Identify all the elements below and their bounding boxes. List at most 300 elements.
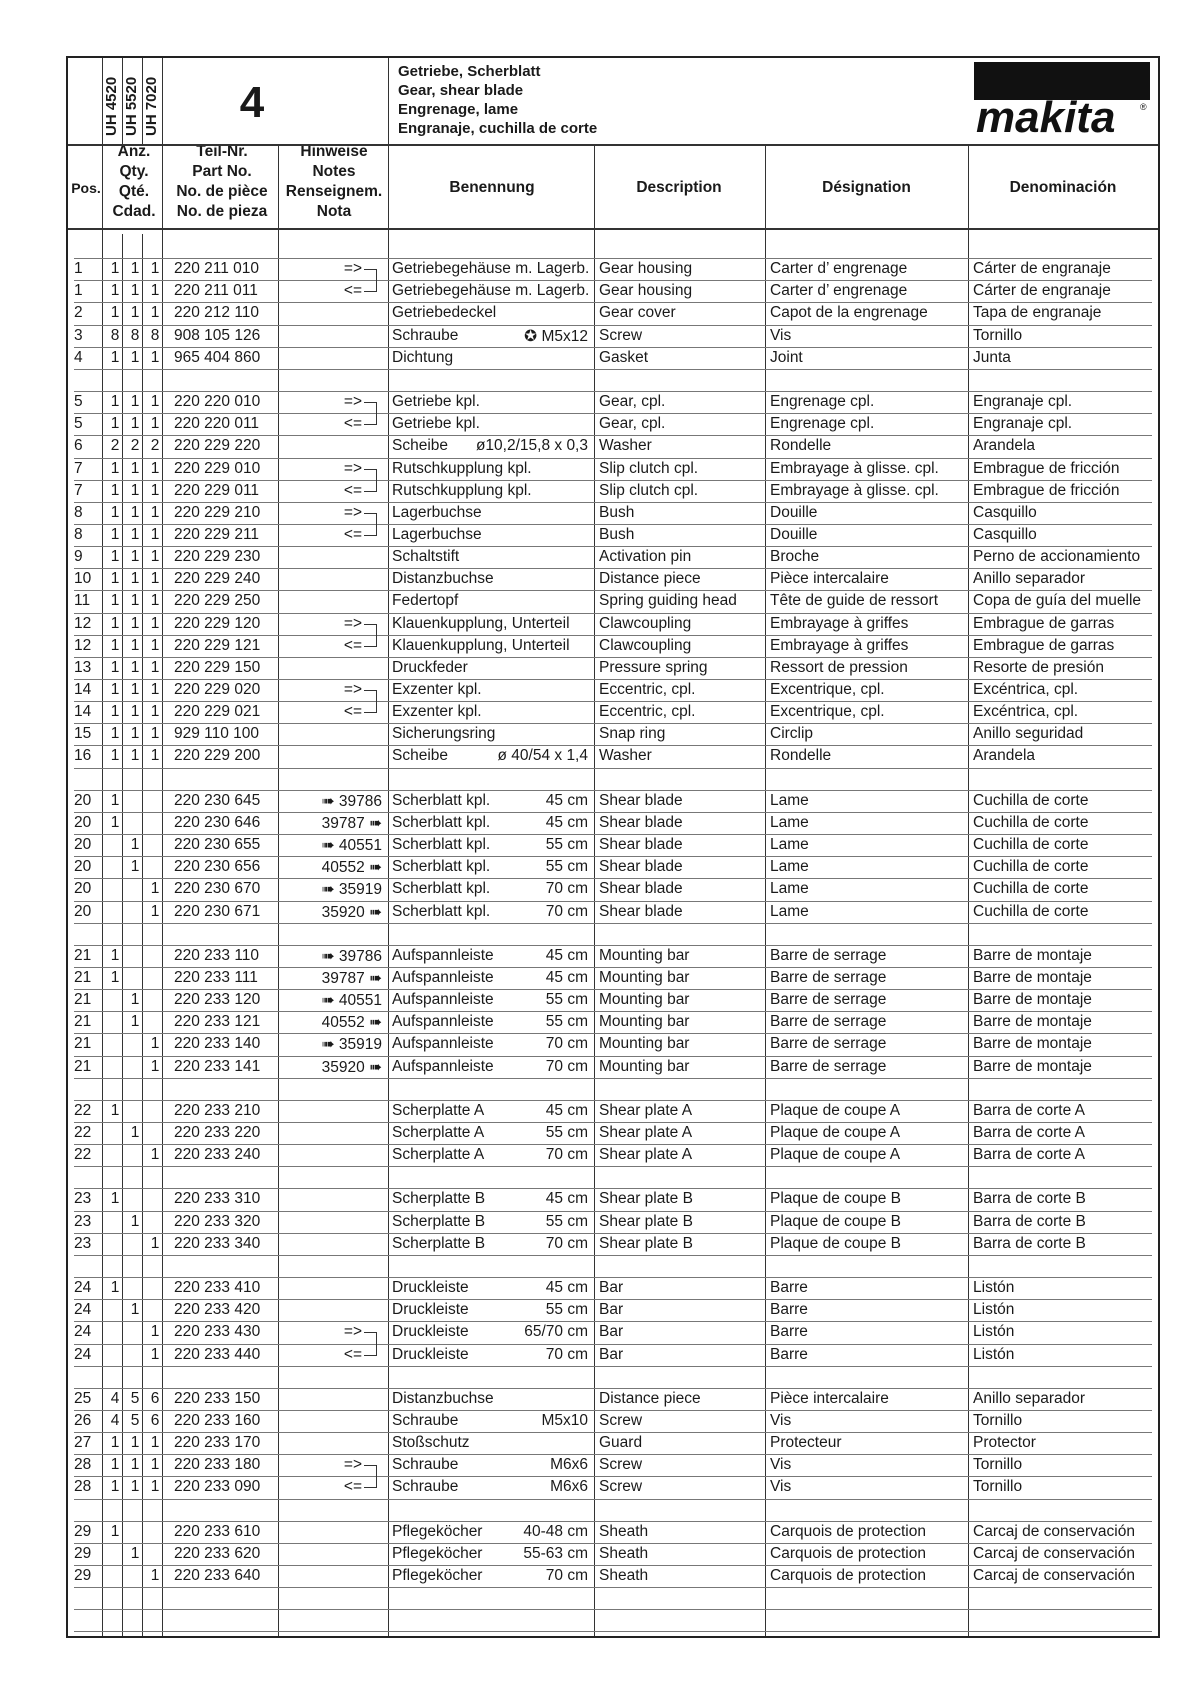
benennung-cell: Pflegeköcher: [392, 1567, 483, 1584]
benennung-cell: Rutschkupplung kpl.: [392, 481, 532, 499]
benennung-cell: Scherplatte A: [392, 1124, 485, 1141]
benennung-cell: Druckleiste: [392, 1345, 469, 1363]
spec-cell: ✪ M5x12: [524, 327, 588, 345]
table-row: [68, 745, 1158, 767]
pos-cell: 29: [74, 1544, 92, 1562]
section-number: 4: [239, 78, 265, 127]
pos-cell: 24: [74, 1345, 92, 1363]
qty-uh5520-cell: 1: [130, 1013, 140, 1031]
spec-cell: 55 cm: [545, 836, 588, 854]
interchange-bracket-end: [364, 701, 377, 713]
qty-uh4520-cell: 1: [110, 348, 120, 366]
part-number-cell: 220 220 011: [174, 415, 260, 433]
part-number-cell: 220 233 320: [174, 1212, 261, 1230]
pos-cell: 12: [74, 636, 92, 654]
benennung-cell: Druckleiste: [392, 1301, 469, 1319]
designation-cell: Rondelle: [770, 747, 832, 765]
qty-uh5520-cell: 1: [130, 393, 140, 411]
makita-logo: [974, 62, 1150, 136]
qty-uh4520-cell: 1: [110, 614, 120, 632]
description-cell: Shear plate A: [599, 1146, 693, 1164]
table-row: [68, 657, 1158, 679]
qty-uh7020-cell: 1: [150, 548, 160, 566]
part-number-cell: 220 229 150: [174, 658, 261, 676]
designation-cell: Plaque de coupe B: [770, 1234, 901, 1252]
interchange-bracket-end: [364, 1344, 377, 1356]
notes-cell: =>: [343, 393, 362, 411]
pos-cell: 22: [74, 1101, 92, 1119]
benennung-cell: Schraube: [392, 1411, 459, 1429]
qty-uh4520-cell: 1: [110, 1456, 120, 1474]
table-row: [68, 701, 1158, 723]
qty-uh5520-cell: 1: [130, 703, 140, 721]
notes-cell: <=: [343, 703, 362, 721]
registered-mark: ®: [1140, 102, 1147, 112]
part-number-cell: 220 230 655: [174, 836, 261, 854]
spec-cell: 55-63 cm: [523, 1544, 588, 1562]
denominacion-cell: Excéntrica, cpl.: [973, 703, 1079, 721]
benennung-cell: Dichtung: [392, 348, 454, 366]
denominacion-cell: Barre de montaje: [973, 1035, 1092, 1053]
benennung-cell: Scherblatt kpl.: [392, 813, 491, 831]
notes-cell: 40552 ➠: [321, 859, 382, 877]
designation-cell: Engrenage cpl.: [770, 415, 875, 433]
pos-cell: 9: [74, 548, 83, 566]
description-cell: Mounting bar: [599, 991, 690, 1009]
pos-cell: 20: [74, 813, 92, 831]
denominacion-cell: Barra de corte B: [973, 1234, 1086, 1252]
designation-cell: Embrayage à griffes: [770, 636, 909, 654]
col-part-header: Teil-Nr. Part No. No. de pièce No. de pieza: [176, 143, 268, 220]
qty-uh7020-cell: 1: [150, 304, 160, 322]
description-cell: Eccentric, cpl.: [599, 681, 696, 698]
interchange-bracket-end: [364, 1476, 377, 1488]
part-number-cell: 220 233 440: [174, 1345, 261, 1363]
part-number-cell: 220 233 430: [174, 1323, 261, 1341]
notes-cell: <=: [343, 525, 362, 543]
designation-cell: Lame: [770, 813, 809, 831]
benennung-cell: Getriebegehäuse m. Lagerb.: [392, 260, 590, 278]
designation-cell: Engrenage cpl.: [770, 393, 875, 411]
qty-uh4520-cell: 1: [110, 304, 120, 322]
benennung-cell: Distanzbuchse: [392, 570, 494, 588]
pos-cell: 15: [74, 725, 92, 743]
qty-uh5520-cell: 1: [130, 459, 140, 477]
header-divider: [68, 144, 1158, 146]
denominacion-cell: Arandela: [973, 747, 1036, 765]
designation-cell: Barre: [770, 1301, 808, 1319]
qty-uh4520-cell: 1: [110, 681, 120, 698]
description-cell: Gasket: [599, 348, 649, 366]
designation-cell: Broche: [770, 548, 820, 566]
model-label-1: UH 4520: [103, 76, 120, 136]
description-cell: Bar: [599, 1345, 624, 1363]
description-cell: Mounting bar: [599, 1035, 690, 1053]
denominacion-cell: Listón: [973, 1323, 1015, 1341]
description-cell: Sheath: [599, 1544, 649, 1562]
part-number-cell: 220 233 420: [174, 1301, 261, 1319]
qty-uh7020-cell: 1: [150, 902, 160, 920]
designation-cell: Protecteur: [770, 1434, 842, 1452]
table-row: [68, 1344, 1158, 1366]
spec-cell: 55 cm: [545, 1301, 588, 1319]
spec-cell: ø10,2/15,8 x 0,3: [475, 437, 588, 455]
notes-cell: ➠ 35919: [321, 881, 382, 899]
qty-uh5520-cell: 1: [130, 991, 140, 1009]
qty-uh5520-cell: 1: [130, 503, 140, 521]
pos-cell: 20: [74, 880, 92, 898]
part-number-cell: 220 233 180: [174, 1456, 261, 1474]
qty-uh7020-cell: 1: [150, 570, 160, 588]
description-cell: Distance piece: [599, 1389, 701, 1407]
designation-cell: Embrayage à griffes: [770, 614, 909, 632]
qty-uh4520-cell: 1: [110, 1190, 120, 1208]
pos-cell: 14: [74, 703, 92, 721]
table-row: [68, 679, 1158, 701]
benennung-cell: Distanzbuchse: [392, 1389, 494, 1407]
designation-cell: Embrayage à glisse. cpl.: [770, 459, 939, 477]
denominacion-cell: Barra de corte B: [973, 1190, 1086, 1208]
row-rule: [74, 1166, 1152, 1167]
description-cell: Shear plate A: [599, 1101, 693, 1119]
designation-cell: Plaque de coupe B: [770, 1190, 901, 1208]
qty-uh4520-cell: 1: [110, 393, 120, 411]
table-row: [68, 790, 1158, 812]
notes-cell: <=: [343, 636, 362, 654]
qty-uh4520-cell: 1: [110, 946, 120, 964]
qty-uh5520-cell: 1: [130, 1544, 140, 1562]
qty-uh7020-cell: 1: [150, 681, 160, 698]
designation-cell: Lame: [770, 858, 809, 876]
row-rule: [74, 923, 1152, 924]
table-row: [68, 590, 1158, 612]
table-row: [68, 856, 1158, 878]
pos-cell: 10: [74, 570, 92, 588]
designation-cell: Carter d’ engrenage: [770, 282, 908, 300]
designation-cell: Plaque de coupe A: [770, 1124, 901, 1141]
benennung-cell: Schraube: [392, 326, 459, 344]
pos-cell: 22: [74, 1124, 92, 1141]
qty-uh7020-cell: 1: [150, 459, 160, 477]
designation-cell: Lame: [770, 902, 809, 920]
benennung-cell: Scherplatte A: [392, 1146, 485, 1164]
part-number-cell: 965 404 860: [174, 348, 261, 366]
table-row: [68, 1543, 1158, 1565]
designation-cell: Vis: [770, 1456, 792, 1474]
grid-line: [122, 58, 123, 144]
spec-cell: 70 cm: [545, 1057, 588, 1075]
designation-cell: Excentrique, cpl.: [770, 703, 885, 721]
table-row: [68, 1122, 1158, 1144]
benennung-cell: Scherblatt kpl.: [392, 858, 491, 876]
pos-cell: 22: [74, 1146, 92, 1164]
qty-uh7020-cell: 1: [150, 725, 160, 743]
pos-cell: 2: [74, 304, 83, 322]
part-number-cell: 220 230 645: [174, 791, 261, 809]
qty-uh7020-cell: 1: [150, 348, 160, 366]
pos-cell: 7: [74, 459, 83, 477]
part-number-cell: 220 233 310: [174, 1190, 261, 1208]
pos-cell: 28: [74, 1456, 92, 1474]
table-row: [68, 568, 1158, 590]
denominacion-cell: Carcaj de conservación: [973, 1522, 1135, 1540]
qty-uh4520-cell: 1: [110, 747, 120, 765]
row-rule: [74, 1255, 1152, 1256]
part-number-cell: 220 229 200: [174, 747, 261, 765]
benennung-cell: Aufspannleiste: [392, 1057, 494, 1075]
notes-cell: ➠ 39786: [321, 792, 382, 810]
qty-uh7020-cell: 1: [150, 282, 160, 300]
description-cell: Shear plate B: [599, 1212, 693, 1230]
benennung-cell: Rutschkupplung kpl.: [392, 459, 532, 477]
title-fr: Engrenage, lame: [398, 101, 519, 118]
pos-cell: 1: [74, 260, 83, 278]
description-cell: Eccentric, cpl.: [599, 703, 696, 721]
benennung-cell: Aufspannleiste: [392, 968, 494, 986]
benennung-cell: Pflegeköcher: [392, 1544, 483, 1562]
qty-uh4520-cell: 1: [110, 1434, 120, 1452]
part-number-cell: 220 229 120: [174, 614, 261, 632]
table-row: [68, 325, 1158, 347]
pos-cell: 3: [74, 326, 83, 344]
part-number-cell: 220 233 220: [174, 1124, 261, 1141]
table-row: [68, 1100, 1158, 1122]
pos-cell: 29: [74, 1522, 92, 1540]
pos-cell: 5: [74, 393, 83, 411]
qty-uh7020-cell: 1: [150, 415, 160, 433]
model-label-3: UH 7020: [143, 76, 160, 136]
benennung-cell: Schaltstift: [392, 548, 460, 566]
description-cell: Bar: [599, 1323, 624, 1341]
designation-cell: Pièce intercalaire: [770, 1389, 889, 1407]
qty-uh5520-cell: 1: [130, 858, 140, 876]
denominacion-cell: Tornillo: [973, 1411, 1023, 1429]
description-cell: Shear blade: [599, 880, 683, 898]
benennung-cell: Scherblatt kpl.: [392, 836, 491, 854]
notes-cell: 39787 ➠: [321, 969, 382, 987]
spec-cell: M5x10: [541, 1411, 588, 1429]
spec-cell: 70 cm: [545, 1345, 588, 1363]
table-row: [68, 945, 1158, 967]
qty-uh4520-cell: 8: [110, 326, 120, 344]
benennung-cell: Sicherungsring: [392, 725, 496, 743]
designation-cell: Circlip: [770, 725, 814, 743]
notes-cell: 39787 ➠: [321, 814, 382, 832]
spec-cell: 70 cm: [545, 1234, 588, 1252]
benennung-cell: Stoßschutz: [392, 1434, 470, 1452]
qty-uh4520-cell: 1: [110, 791, 120, 809]
qty-uh4520-cell: 1: [110, 725, 120, 743]
denominacion-cell: Barra de corte B: [973, 1212, 1086, 1230]
qty-uh4520-cell: 1: [110, 503, 120, 521]
notes-cell: <=: [343, 1478, 362, 1496]
denominacion-cell: Casquillo: [973, 503, 1037, 521]
denominacion-cell: Barra de corte A: [973, 1101, 1086, 1119]
designation-cell: Plaque de coupe A: [770, 1146, 901, 1164]
qty-uh5520-cell: 1: [130, 658, 140, 676]
part-number-cell: 220 230 670: [174, 880, 261, 898]
denominacion-cell: Embrague de garras: [973, 636, 1115, 654]
row-rule: [74, 1587, 1152, 1588]
designation-cell: Barre de serrage: [770, 968, 887, 986]
table-row: [68, 1410, 1158, 1432]
part-number-cell: 908 105 126: [174, 326, 261, 344]
table-row: [68, 1144, 1158, 1166]
pos-cell: 25: [74, 1389, 92, 1407]
designation-cell: Barre de serrage: [770, 1035, 887, 1053]
designation-cell: Barre de serrage: [770, 946, 887, 964]
table-row: [68, 524, 1158, 546]
description-cell: Shear plate B: [599, 1234, 693, 1252]
designation-cell: Barre de serrage: [770, 1013, 887, 1031]
designation-cell: Barre: [770, 1323, 808, 1341]
benennung-cell: Lagerbuchse: [392, 503, 482, 521]
denominacion-cell: Cárter de engranaje: [973, 282, 1111, 300]
part-number-cell: 220 233 150: [174, 1389, 261, 1407]
pos-cell: 6: [74, 437, 83, 455]
row-rule: [74, 369, 1152, 370]
pos-cell: 24: [74, 1301, 92, 1319]
notes-cell: =>: [343, 459, 362, 477]
spec-cell: 70 cm: [545, 902, 588, 920]
row-rule: [74, 768, 1152, 769]
description-cell: Mounting bar: [599, 1057, 690, 1075]
qty-uh7020-cell: 1: [150, 481, 160, 499]
pos-cell: 8: [74, 525, 83, 543]
pos-cell: 5: [74, 415, 83, 433]
designation-cell: Lame: [770, 880, 809, 898]
qty-uh4520-cell: 1: [110, 548, 120, 566]
qty-uh5520-cell: 1: [130, 1456, 140, 1474]
table-row: [68, 480, 1158, 502]
table-row: [68, 901, 1158, 923]
part-number-cell: 220 229 210: [174, 503, 261, 521]
table-row: [68, 546, 1158, 568]
pos-cell: 21: [74, 1057, 92, 1075]
pos-cell: 20: [74, 902, 92, 920]
pos-cell: 29: [74, 1567, 92, 1584]
table-row: [68, 1056, 1158, 1078]
part-number-cell: 220 211 011: [174, 282, 258, 300]
notes-cell: <=: [343, 415, 362, 433]
description-cell: Shear blade: [599, 813, 683, 831]
part-number-cell: 220 233 121: [174, 1013, 261, 1031]
description-cell: Guard: [599, 1434, 643, 1452]
qty-uh7020-cell: 1: [150, 1057, 160, 1075]
pos-cell: 16: [74, 747, 92, 765]
description-cell: Screw: [599, 326, 643, 344]
description-cell: Shear plate B: [599, 1190, 693, 1208]
benennung-cell: Getriebedeckel: [392, 304, 497, 322]
description-cell: Bar: [599, 1301, 624, 1319]
pos-cell: 7: [74, 481, 83, 499]
designation-cell: Carter d’ engrenage: [770, 260, 908, 278]
table-row: [68, 1033, 1158, 1055]
interchange-bracket-end: [364, 280, 377, 292]
benennung-cell: Scherblatt kpl.: [392, 902, 491, 920]
part-number-cell: 220 233 240: [174, 1146, 261, 1164]
notes-cell: ➠ 40551: [321, 992, 382, 1010]
part-number-cell: 220 233 210: [174, 1101, 261, 1119]
part-number-cell: 220 230 656: [174, 858, 261, 876]
spec-cell: 70 cm: [545, 880, 588, 898]
parts-list-sheet: [66, 56, 1160, 1638]
description-cell: Screw: [599, 1456, 643, 1474]
qty-uh5520-cell: 1: [130, 1301, 140, 1319]
qty-uh7020-cell: 2: [150, 437, 160, 455]
table-row: [68, 878, 1158, 900]
benennung-cell: Schraube: [392, 1478, 459, 1496]
qty-uh4520-cell: 1: [110, 525, 120, 543]
designation-cell: Excentrique, cpl.: [770, 681, 885, 698]
qty-uh5520-cell: 1: [130, 725, 140, 743]
table-row: [68, 1454, 1158, 1476]
description-cell: Shear plate A: [599, 1124, 693, 1141]
qty-uh7020-cell: 1: [150, 1434, 160, 1452]
benennung-cell: Aufspannleiste: [392, 946, 494, 964]
qty-uh5520-cell: 1: [130, 525, 140, 543]
part-number-cell: 220 229 021: [174, 703, 261, 721]
qty-uh7020-cell: 1: [150, 747, 160, 765]
col-pos-header: Pos.: [71, 180, 101, 196]
qty-uh7020-cell: 1: [150, 503, 160, 521]
table-row: [68, 1211, 1158, 1233]
denominacion-cell: Embrague de garras: [973, 614, 1115, 632]
table-row: [68, 1521, 1158, 1543]
pos-cell: 21: [74, 991, 92, 1009]
row-rule: [74, 1366, 1152, 1367]
spec-cell: 40-48 cm: [523, 1522, 588, 1540]
qty-uh4520-cell: 1: [110, 703, 120, 721]
benennung-cell: Druckleiste: [392, 1323, 469, 1341]
qty-uh7020-cell: 8: [150, 326, 160, 344]
notes-cell: =>: [343, 503, 362, 521]
benennung-cell: Scherblatt kpl.: [392, 791, 491, 809]
denominacion-cell: Engranaje cpl.: [973, 393, 1073, 411]
pos-cell: 24: [74, 1323, 92, 1341]
pos-cell: 1: [74, 282, 83, 300]
benennung-cell: Druckleiste: [392, 1279, 469, 1297]
denominacion-cell: Engranaje cpl.: [973, 415, 1073, 433]
pos-cell: 21: [74, 1013, 92, 1031]
description-cell: Mounting bar: [599, 968, 690, 986]
notes-cell: ➠ 39786: [321, 947, 382, 965]
notes-cell: 35920 ➠: [321, 903, 382, 921]
qty-uh5520-cell: 1: [130, 282, 140, 300]
qty-uh4520-cell: 1: [110, 968, 120, 986]
qty-uh5520-cell: 1: [130, 836, 140, 854]
spec-cell: 70 cm: [545, 1035, 588, 1053]
qty-uh7020-cell: 1: [150, 260, 160, 278]
qty-uh4520-cell: 4: [110, 1411, 120, 1429]
table-row: [68, 258, 1158, 280]
designation-cell: Vis: [770, 326, 792, 344]
spec-cell: 55 cm: [545, 1013, 588, 1031]
qty-uh5520-cell: 1: [130, 592, 140, 610]
spec-cell: ø 40/54 x 1,4: [497, 747, 588, 765]
part-number-cell: 220 229 011: [174, 481, 260, 499]
pos-cell: 23: [74, 1212, 92, 1230]
spec-cell: 70 cm: [545, 1146, 588, 1164]
qty-uh5520-cell: 1: [130, 747, 140, 765]
notes-cell: 40552 ➠: [321, 1014, 382, 1032]
notes-cell: ➠ 40551: [321, 837, 382, 855]
table-row: [68, 435, 1158, 457]
pos-cell: 20: [74, 858, 92, 876]
benennung-cell: Exzenter kpl.: [392, 681, 482, 698]
interchange-bracket-end: [364, 635, 377, 647]
qty-uh4520-cell: 4: [110, 1389, 120, 1407]
